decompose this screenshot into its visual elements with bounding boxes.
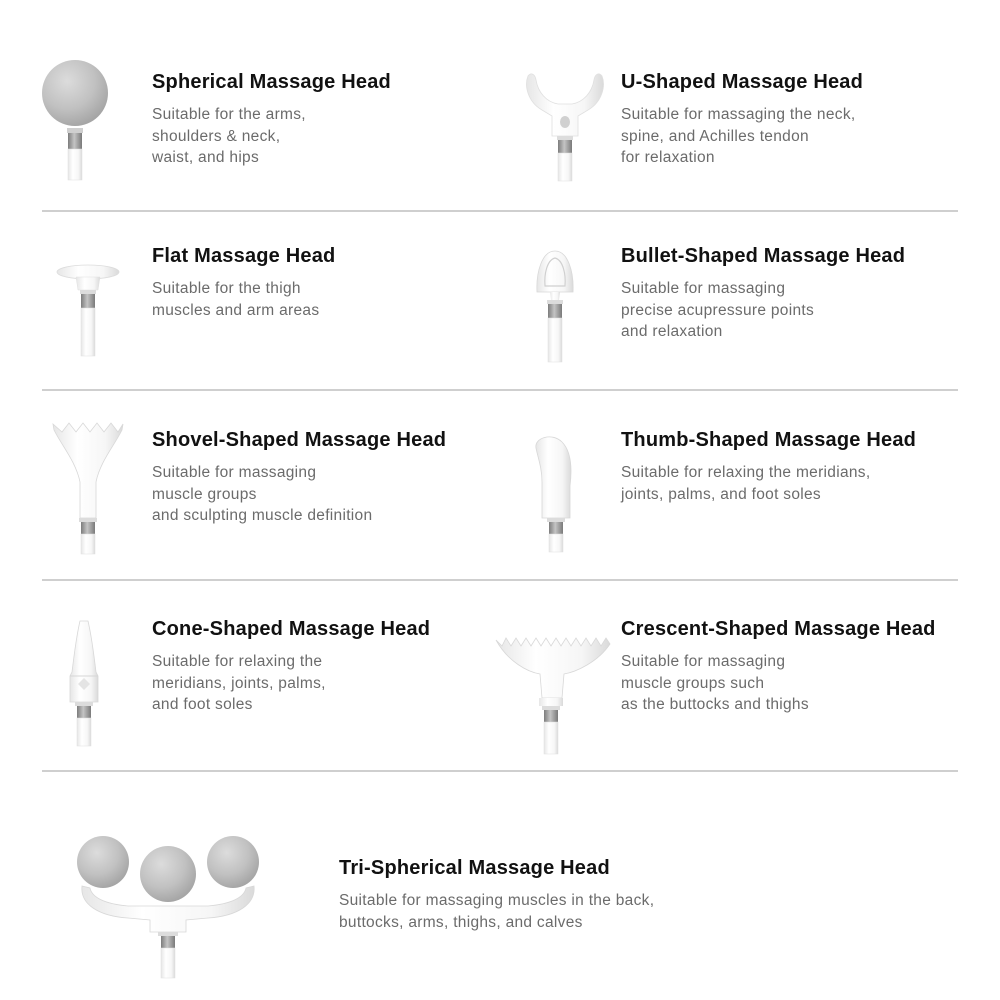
item-desc-line: shoulders & neck, [152, 127, 281, 145]
item-desc-line: waist, and hips [152, 149, 260, 166]
item-cone [152, 618, 430, 716]
item-title: Flat Massage Head [152, 245, 336, 267]
item-desc-line: Suitable for massaging the neck, [621, 106, 856, 123]
item-description [621, 462, 916, 505]
item-description [152, 278, 335, 321]
item-title: Tri-Spherical Massage Head [339, 857, 610, 879]
item-description [152, 462, 446, 527]
item-desc-line: Suitable for massaging [621, 280, 786, 297]
item-description [152, 104, 391, 169]
item-desc-line: meridians, joints, palms, [152, 674, 326, 692]
item-flat [152, 245, 335, 321]
item-title: U-Shaped Massage Head [621, 71, 864, 93]
item-tri-spherical [339, 857, 654, 933]
item-description [152, 651, 430, 716]
item-title: Shovel-Shaped Massage Head [152, 429, 447, 451]
item-desc-line: Suitable for massaging [621, 653, 786, 670]
divider-2 [42, 389, 958, 391]
item-desc-line: as the buttocks and thighs [621, 696, 809, 713]
thumb-head-icon [528, 434, 578, 554]
divider-3 [42, 579, 958, 581]
item-description [339, 890, 654, 933]
tri-spherical-head-icon [68, 832, 268, 982]
item-desc-line: muscles and arm areas [152, 301, 320, 319]
item-desc-line: spine, and Achilles tendon [621, 127, 809, 145]
item-bullet [621, 245, 905, 343]
item-crescent [621, 618, 936, 716]
item-desc-line: Suitable for the thigh [152, 280, 301, 297]
divider-4 [42, 770, 958, 772]
item-desc-line: Suitable for relaxing the [152, 653, 323, 670]
item-title: Bullet-Shaped Massage Head [621, 245, 906, 267]
item-desc-line: muscle groups [152, 485, 257, 503]
item-desc-line: for relaxation [621, 149, 715, 166]
item-desc-line: Suitable for massaging [152, 464, 317, 481]
item-desc-line: and relaxation [621, 323, 723, 340]
item-desc-line: and sculpting muscle definition [152, 507, 373, 524]
item-thumb [621, 429, 916, 505]
item-desc-line: buttocks, arms, thighs, and calves [339, 913, 583, 931]
item-shovel [152, 429, 446, 527]
item-spherical [152, 71, 391, 169]
cone-head-icon [62, 618, 106, 748]
flat-head-icon [54, 262, 122, 360]
item-title: Crescent-Shaped Massage Head [621, 618, 936, 640]
item-title: Thumb-Shaped Massage Head [621, 429, 917, 451]
crescent-head-icon [494, 634, 612, 756]
item-desc-line: Suitable for the arms, [152, 106, 306, 123]
item-desc-line: Suitable for relaxing the meridians, [621, 464, 871, 481]
item-desc-line: Suitable for massaging muscles in the back, [339, 892, 655, 909]
item-description [621, 104, 863, 169]
u-shaped-head-icon [522, 66, 608, 182]
item-desc-line: precise acupressure points [621, 301, 815, 319]
item-description [621, 651, 936, 716]
item-description [621, 278, 905, 343]
divider-1 [42, 210, 958, 212]
item-title: Cone-Shaped Massage Head [152, 618, 431, 640]
item-desc-line: muscle groups such [621, 674, 765, 692]
bullet-head-icon [532, 248, 578, 364]
item-desc-line: and foot soles [152, 696, 253, 713]
spherical-head-icon [38, 48, 113, 183]
item-u-shaped [621, 71, 863, 169]
item-title: Spherical Massage Head [152, 71, 391, 93]
shovel-head-icon [50, 420, 126, 556]
item-desc-line: joints, palms, and foot soles [621, 485, 821, 503]
